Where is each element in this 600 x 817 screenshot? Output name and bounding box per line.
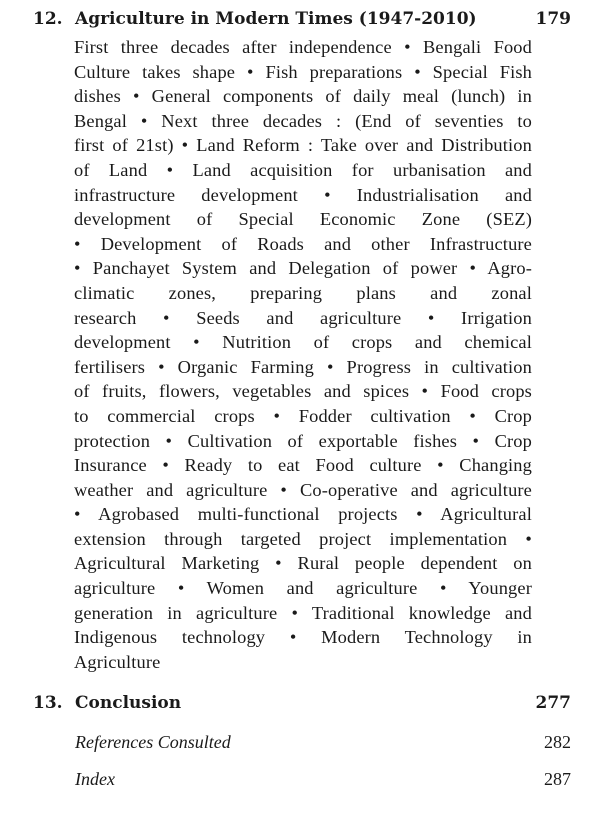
topic-line: climatic zones, preparing plans and zonal — [74, 282, 532, 303]
topic-line: dishes • General components of daily meal (lunch) in — [74, 86, 532, 107]
topic-line: First three decades after independence • Bengali Food — [74, 37, 532, 57]
sub-entry-page-number: 287 — [544, 769, 571, 789]
topic-line: • Panchayet System and Delegation of power • Agro- — [74, 258, 532, 279]
topic-line: development • Nutrition of crops and chemical — [74, 332, 532, 353]
topic-line: generation in agriculture • Traditional knowledge and — [74, 602, 532, 623]
chapter-title: Conclusion — [75, 693, 182, 713]
topic-line: • Development of Roads and other Infrastructure — [74, 233, 532, 254]
chapter-page-number: 277 — [535, 693, 571, 713]
sub-entry-title: References Consulted — [75, 732, 231, 752]
topic-line: weather and agriculture • Co-operative and agriculture — [74, 479, 532, 500]
chapter-page-number: 179 — [535, 9, 571, 29]
topic-line: infrastructure development • Industrialisation and — [74, 184, 532, 205]
topic-line: • Agrobased multi-functional projects • Agricultural — [74, 504, 532, 525]
chapter-number: 13. — [33, 693, 63, 713]
topic-line: Agriculture — [74, 651, 161, 672]
topic-line: Culture takes shape • Fish preparations • Special Fish — [74, 61, 532, 82]
chapter-title: Agriculture in Modern Times (1947-2010) — [75, 9, 477, 29]
topic-line: development of Special Economic Zone (SEZ) — [74, 209, 532, 230]
topic-line: agriculture • Women and agriculture • Younger — [74, 578, 532, 599]
topic-line: extension through targeted project implementation • — [74, 528, 532, 549]
chapter-12-topics — [74, 35, 532, 674]
topic-line: protection • Cultivation of exportable fishes • Crop — [74, 430, 532, 451]
chapter-number: 12. — [33, 9, 63, 29]
topic-line: of Land • Land acquisition for urbanisation and — [74, 159, 532, 180]
topic-line: first of 21st) • Land Reform : Take over and Distribution — [74, 135, 532, 156]
sub-entry-page-number: 282 — [544, 732, 571, 752]
topic-line: to commercial crops • Fodder cultivation • Crop — [74, 405, 532, 426]
topic-line: Insurance • Ready to eat Food culture • Changing — [74, 455, 532, 476]
topic-line: Agricultural Marketing • Rural people dependent on — [74, 553, 532, 574]
topic-line: fertilisers • Organic Farming • Progress in cultivation — [74, 356, 532, 377]
topic-line: research • Seeds and agriculture • Irrigation — [74, 307, 532, 328]
topic-line: Bengal • Next three decades : (End of seventies to — [74, 110, 532, 131]
topic-line: Indigenous technology • Modern Technology in — [74, 627, 532, 648]
sub-entry-title: Index — [75, 769, 115, 789]
topic-line: of fruits, flowers, vegetables and spices • Food crops — [74, 381, 532, 402]
